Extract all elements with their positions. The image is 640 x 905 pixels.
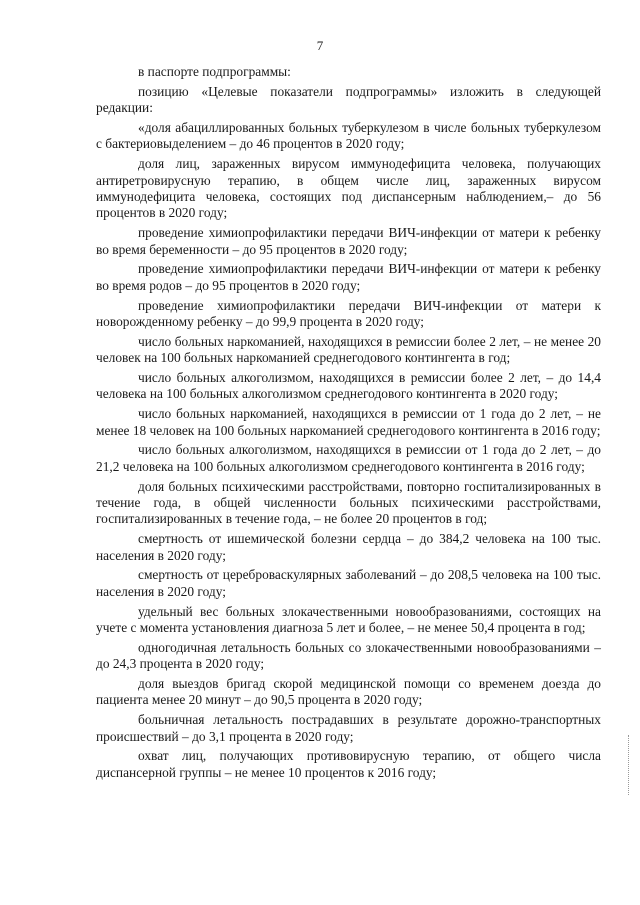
paragraph: число больных алкоголизмом, находящихся в ремиссии более 2 лет, – до 14,4 человека на 100 больных алкоголизмом среднегодового контингента в 2020 году;	[96, 370, 601, 402]
paragraph: проведение химиопрофилактики передачи ВИЧ-инфекции от матери к ребенку во время беременности – до 95 процентов в 2020 году;	[96, 225, 601, 257]
paragraph: одногодичная летальность больных со злокачественными новообразованиями – до 24,3 процента в 2020 году;	[96, 639, 601, 672]
paragraph: больничная летальность пострадавших в результате дорожно-транспортных происшествий – до 3,1 процента в 2020 году;	[96, 712, 601, 744]
paragraph: охват лиц, получающих противовирусную терапию, от общего числа диспансерной группы – не менее 10 процентов к 2016 году;	[96, 748, 601, 780]
paragraph: доля выездов бригад скорой медицинской помощи со временем доезда до пациента менее 20 минут – до 90,5 процента в 2020 году;	[96, 676, 601, 708]
paragraph: проведение химиопрофилактики передачи ВИЧ-инфекции от матери к новорожденному ребенку – до 99,9 процента в 2020 году;	[96, 297, 601, 330]
document-body	[96, 64, 601, 785]
paragraph: число больных наркоманией, находящихся в ремиссии более 2 лет, – не менее 20 человек на 100 больных наркоманией среднегодового контингента в год;	[96, 333, 601, 366]
paragraph: «доля абациллированных больных туберкулезом в числе больных туберкулезом с бактериовыделением – до 46 процентов в 2020 году;	[96, 120, 601, 152]
paragraph: число больных наркоманией, находящихся в ремиссии от 1 года до 2 лет, – не менее 18 человек на 100 больных наркоманией среднегодового контингента в 2016 году;	[96, 406, 601, 438]
paragraph: доля лиц, зараженных вирусом иммунодефицита человека, получающих антиретровирусную терапию, в общем числе лиц, зараженных вирусом иммунодефицита человека, состоящих под диспансерным наблюдением,– до 56 процентов в 2020 году;	[96, 156, 601, 221]
paragraph: проведение химиопрофилактики передачи ВИЧ-инфекции от матери к ребенку во время родов – до 95 процентов в 2020 году;	[96, 261, 601, 293]
paragraph: в паспорте подпрограммы:	[138, 64, 291, 79]
paragraph: число больных алкоголизмом, находящихся в ремиссии от 1 года до 2 лет, – до 21,2 человека на 100 больных алкоголизмом среднегодового контингента в 2016 году;	[96, 442, 601, 474]
paragraph: удельный вес больных злокачественными новообразованиями, состоящих на учете с момента установления диагноза 5 лет и более, – не менее 50,4 процента в год;	[96, 603, 601, 636]
scan-margin-mark	[628, 735, 630, 795]
paragraph: смертность от ишемической болезни сердца – до 384,2 человека на 100 тыс. населения в 2020 году;	[96, 531, 601, 563]
page-number: 7	[316, 38, 324, 53]
paragraph: смертность от цереброваскулярных заболеваний – до 208,5 человека на 100 тыс. населения в 2020 году;	[96, 567, 601, 599]
paragraph: позицию «Целевые показатели подпрограммы» изложить в следующей редакции:	[96, 83, 601, 116]
paragraph: доля больных психическими расстройствами, повторно госпитализированных в течение года, в общей численности больных психическими расстройствами, госпитализированных в течение года, – не более 20 процентов в год;	[96, 478, 601, 527]
